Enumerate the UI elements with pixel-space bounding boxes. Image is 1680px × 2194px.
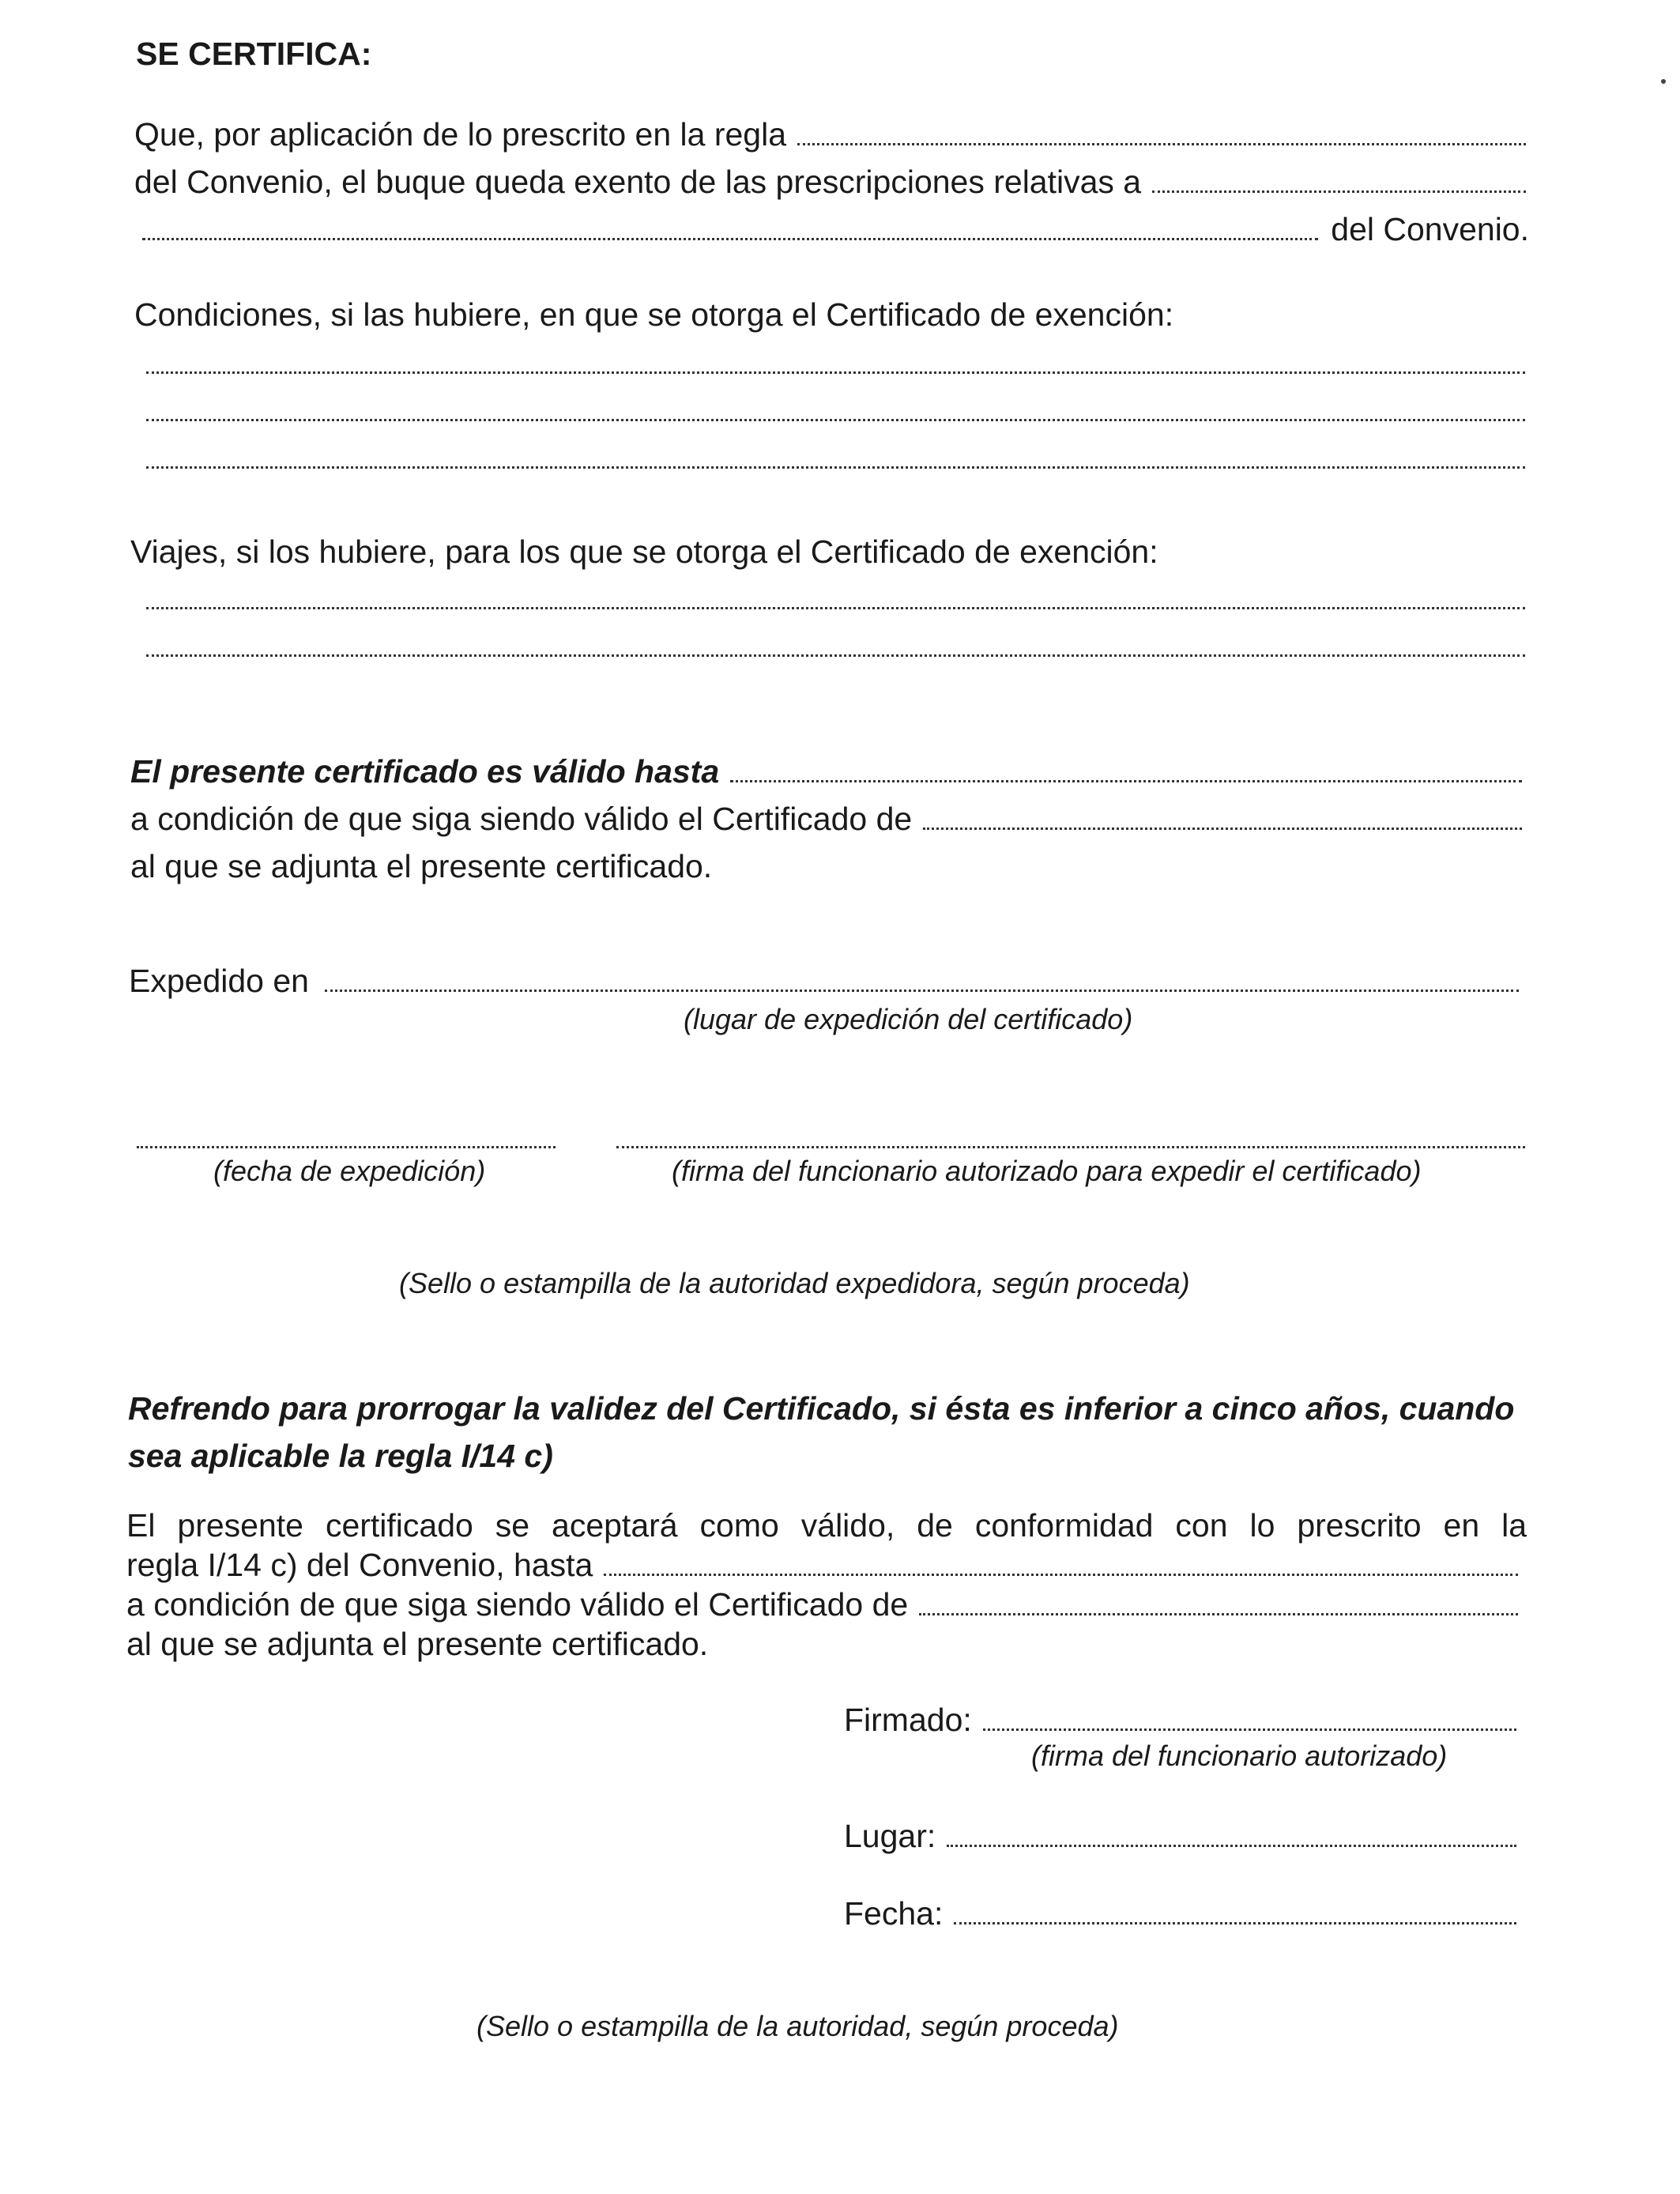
expedido-field[interactable]: [325, 959, 1519, 992]
del-convenio-line: [142, 207, 1529, 251]
lugar-caption: (lugar de expedición del certificado): [684, 1003, 1133, 1035]
lugar-label: Lugar:: [844, 1818, 936, 1854]
refrendo-fecha-field[interactable]: [954, 1892, 1516, 1924]
condiciones-line: [134, 292, 1529, 337]
firmado-caption: (firma del funcionario autorizado): [1031, 1740, 1448, 1772]
exento-label: del Convenio, el buque queda exento de las prescripciones relativas a: [134, 164, 1142, 200]
exento-field[interactable]: [1152, 160, 1526, 193]
refrendo-heading: Refrendo para prorrogar la validez del Certificado, si ésta es inferior a cinco años, cuando sea aplicable la regla I/14 c): [128, 1390, 1515, 1474]
adjunta-line: [130, 844, 1525, 888]
refrendo-hasta-line: [126, 1543, 1521, 1587]
refrendo-condicion-line: [126, 1582, 1521, 1627]
refrendo-adjunta-label: al que se adjunta el presente certificado.: [126, 1626, 709, 1662]
exento-line: [134, 160, 1529, 204]
refrendo-condicion-label: a condición de que siga siendo válido el Certificado de: [126, 1586, 909, 1623]
refrendo-paragraph-line1: El presente certificado se aceptará como válido, de conformidad con lo prescrito en la: [126, 1507, 1527, 1544]
expedido-label: Expedido en: [129, 963, 309, 999]
adjunta-label: al que se adjunta el presente certificado.: [130, 848, 713, 884]
condicion-label: a condición de que siga siendo válido el Certificado de: [130, 801, 913, 837]
prescripciones-field[interactable]: [142, 208, 1318, 240]
firma-caption: (firma del funcionario autorizado para expedir el certificado): [672, 1155, 1422, 1187]
refrendo-certificado-field[interactable]: [919, 1583, 1518, 1615]
fecha-label: Fecha:: [844, 1895, 944, 1932]
fecha-field[interactable]: [137, 1116, 556, 1148]
firmado-line: [844, 1698, 1520, 1742]
viajes-field-2[interactable]: [146, 624, 1525, 657]
viajes-label: Viajes, si los hubiere, para los que se otorga el Certificado de exención:: [130, 533, 1158, 570]
refrendo-adjunta-line: [126, 1622, 1521, 1666]
condiciones-field-1[interactable]: [146, 341, 1525, 374]
condiciones-field-2[interactable]: [146, 389, 1525, 421]
section-heading: [136, 32, 1531, 76]
scan-speck: [1661, 79, 1666, 84]
firma-field[interactable]: [616, 1116, 1525, 1148]
fecha-line: [844, 1891, 1520, 1936]
certificado-field[interactable]: [923, 797, 1522, 830]
condicion-line: [130, 797, 1525, 841]
expedido-line: [129, 959, 1524, 1003]
valido-hasta-field[interactable]: [730, 750, 1522, 782]
regla-field[interactable]: [797, 113, 1526, 145]
firmado-field[interactable]: [983, 1698, 1516, 1731]
del-convenio-label: del Convenio.: [1331, 211, 1529, 247]
condiciones-label: Condiciones, si las hubiere, en que se otorga el Certificado de exención:: [134, 296, 1174, 333]
valido-hasta-label: El presente certificado es válido hasta: [130, 753, 720, 790]
refrendo-sello-caption: (Sello o estampilla de la autoridad, según proceda): [477, 2010, 1119, 2042]
regla-line: [134, 112, 1529, 156]
viajes-line: [130, 530, 1525, 574]
valido-hasta-line: [130, 749, 1525, 794]
sello-caption: (Sello o estampilla de la autoridad expedidora, según proceda): [399, 1267, 1190, 1299]
heading-text: SE CERTIFICA:: [136, 36, 372, 72]
lugar-line: [844, 1814, 1520, 1858]
viajes-field-1[interactable]: [146, 577, 1525, 609]
regla-label: Que, por aplicación de lo prescrito en la regla: [134, 116, 787, 153]
refrendo-hasta-label: regla I/14 c) del Convenio, hasta: [126, 1547, 593, 1583]
lugar-field[interactable]: [947, 1815, 1516, 1847]
firmado-label: Firmado:: [844, 1702, 972, 1738]
condiciones-field-3[interactable]: [146, 436, 1525, 469]
fecha-caption: (fecha de expedición): [213, 1155, 486, 1187]
refrendo-hasta-field[interactable]: [604, 1544, 1518, 1576]
